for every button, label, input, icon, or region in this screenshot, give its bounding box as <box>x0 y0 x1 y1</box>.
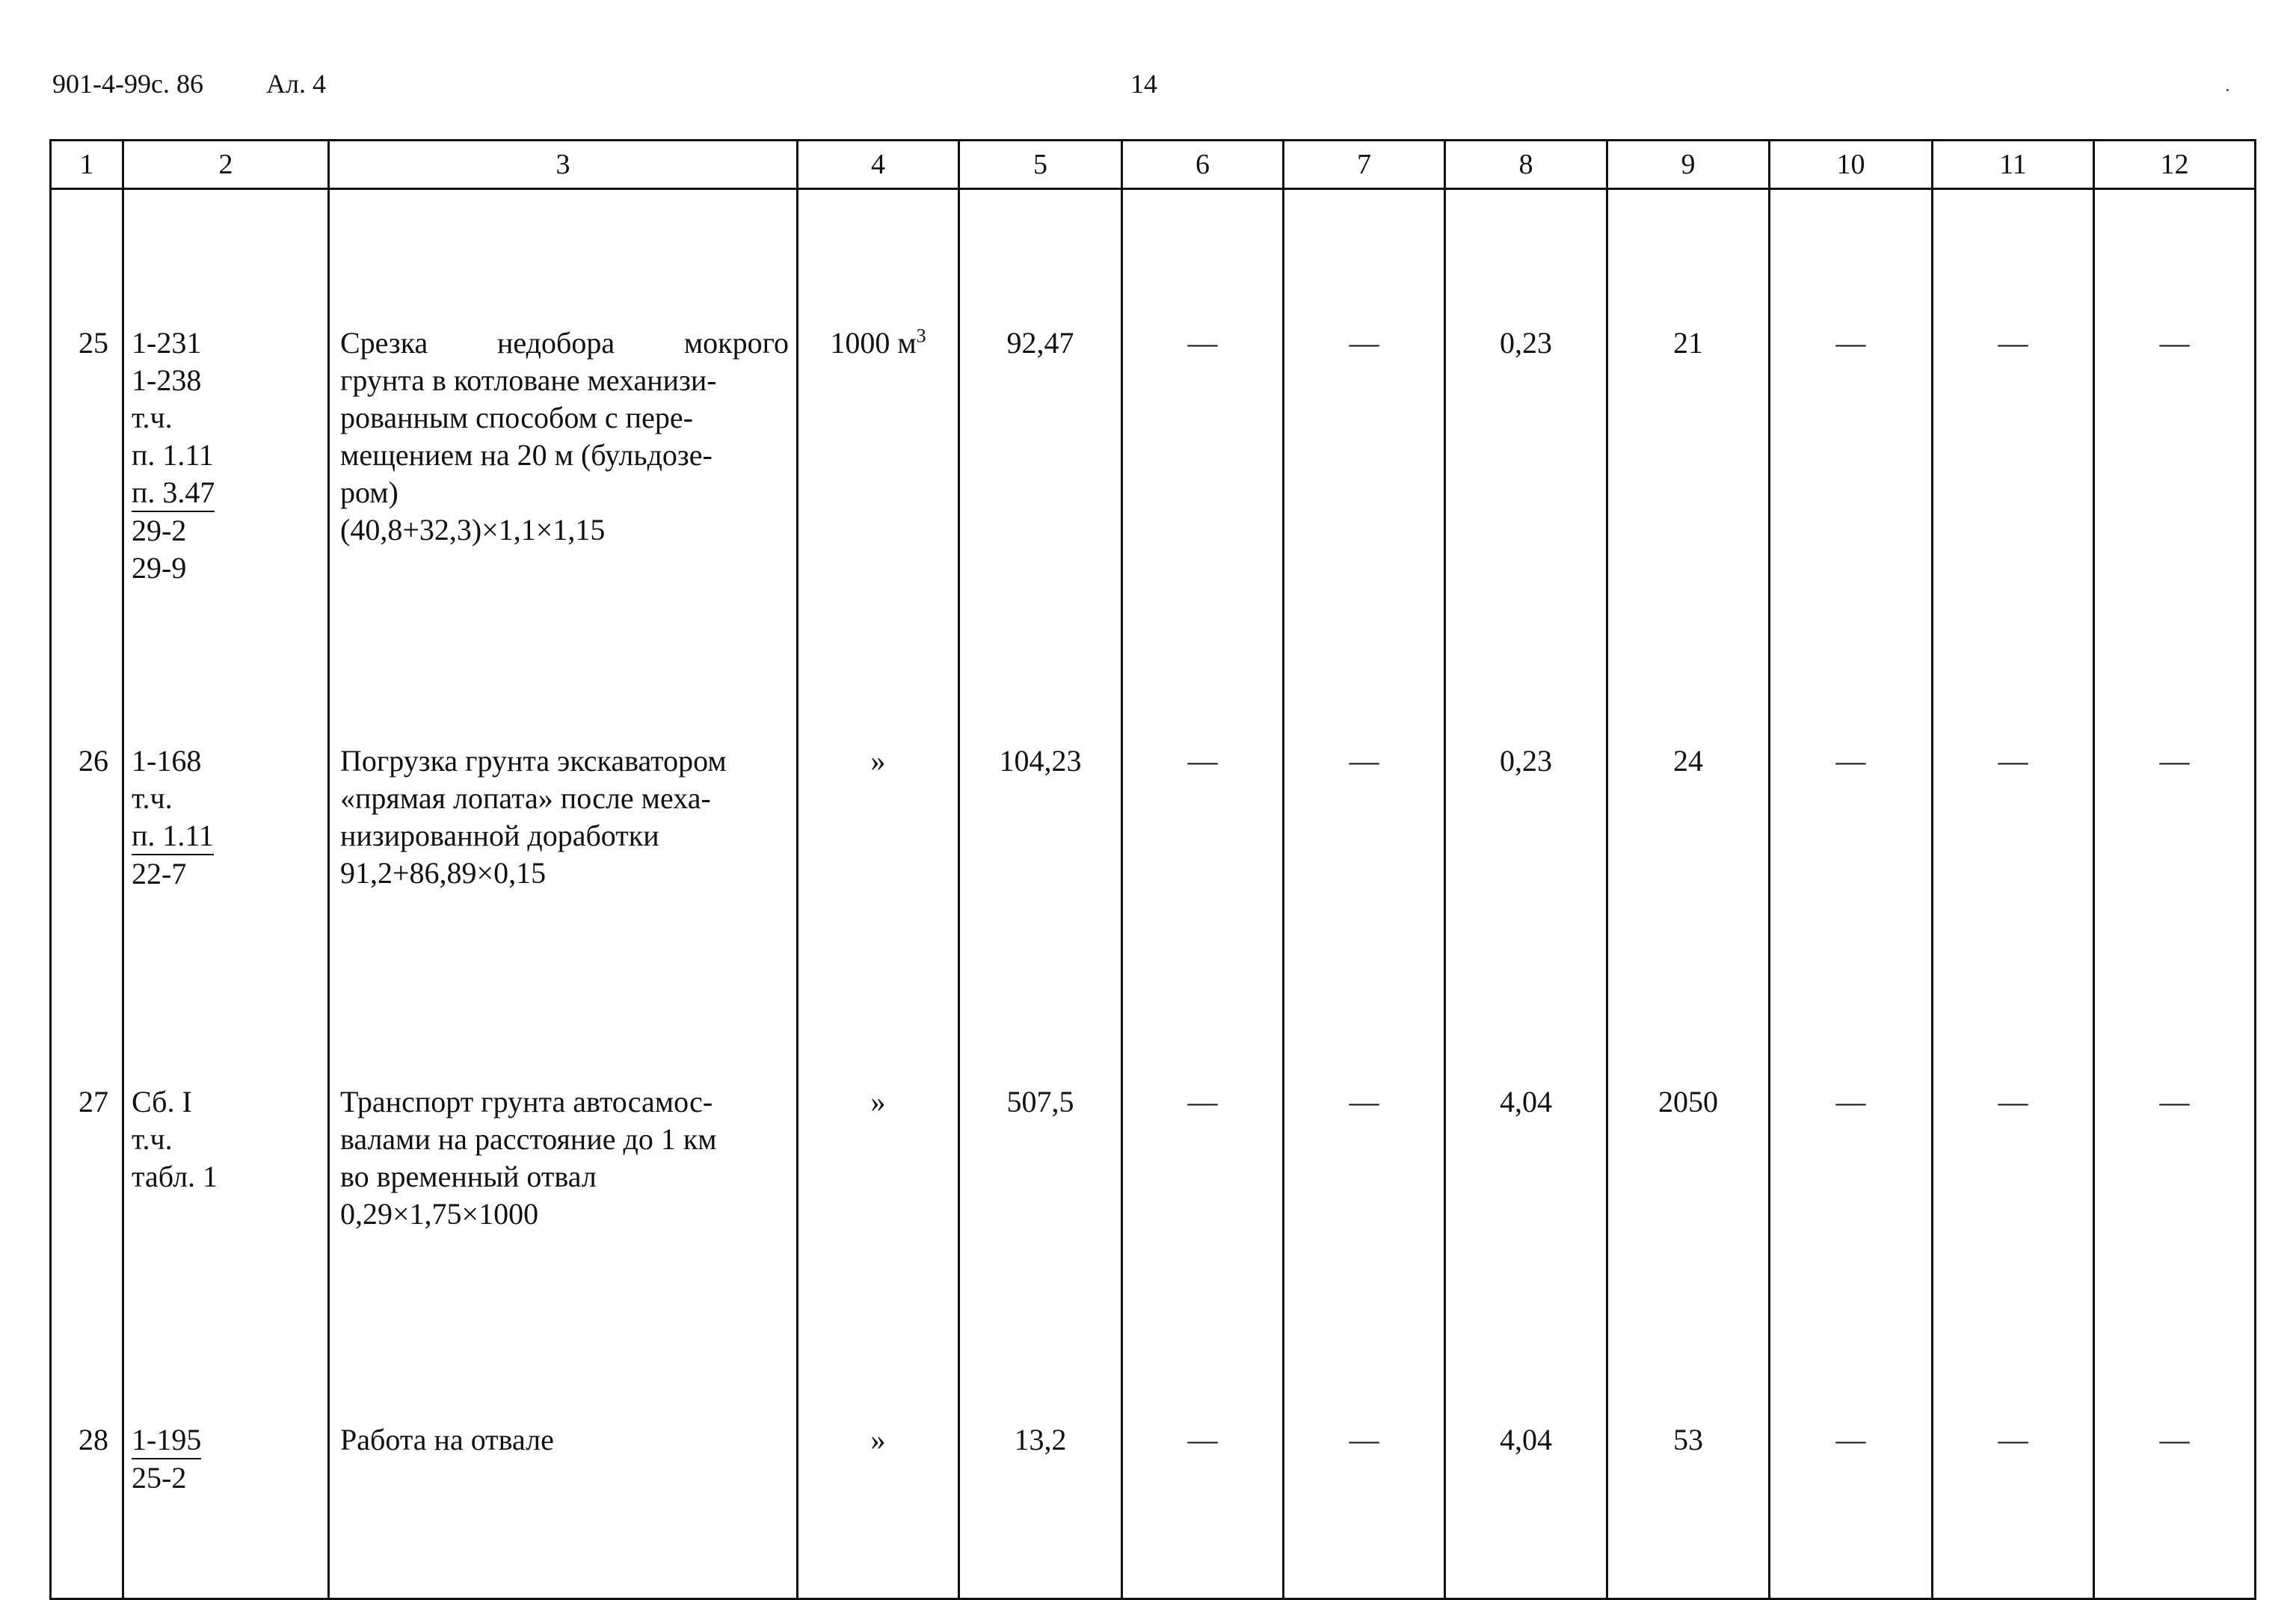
column-9-value: 21 <box>1607 189 1770 607</box>
description-line: Погрузка грунта экскаватором <box>340 744 727 778</box>
rate-code: табл. 1 <box>132 1160 218 1193</box>
column-8-value: 4,04 <box>1445 946 1607 1287</box>
description-formula: (40,8+32,3)×1,1×1,15 <box>340 513 606 547</box>
quantity: 13,2 <box>959 1287 1122 1599</box>
unit: » <box>798 1287 959 1599</box>
page-number: 14 <box>1130 69 1157 99</box>
rate-code-denominator: 25-2 <box>132 1461 187 1495</box>
table-row <box>51 606 2256 946</box>
row-number: 28 <box>51 1287 123 1599</box>
column-12-value: — <box>2094 946 2256 1287</box>
description-line: «прямая лопата» после меха- <box>340 781 711 815</box>
column-7-value: — <box>1284 946 1445 1287</box>
work-description <box>329 946 798 1287</box>
column-8-value: 4,04 <box>1445 1287 1607 1599</box>
column-header: 6 <box>1122 141 1284 189</box>
rate-code-denominator: 22-7 <box>132 857 187 890</box>
column-6-value: — <box>1122 189 1284 607</box>
column-9-value: 53 <box>1607 1287 1770 1599</box>
column-12-value: — <box>2094 606 2256 946</box>
column-10-value: — <box>1770 946 1933 1287</box>
work-description <box>329 1287 798 1599</box>
unit: » <box>798 606 959 946</box>
table-row <box>51 1287 2256 1599</box>
row-number: 25 <box>51 189 123 607</box>
column-header: 1 <box>51 141 123 189</box>
row-number: 27 <box>51 946 123 1287</box>
column-header: 3 <box>329 141 798 189</box>
description-line: Транспорт грунта автосамос- <box>340 1085 713 1119</box>
description-line: мещением на 20 м (бульдозе- <box>340 438 713 472</box>
description-line: рованным способом с пере- <box>340 401 693 434</box>
description-formula: 0,29×1,75×1000 <box>340 1197 539 1231</box>
table-row <box>51 946 2256 1287</box>
rate-code: п. 1.11 <box>132 438 214 472</box>
column-10-value: — <box>1770 1287 1933 1599</box>
quantity: 104,23 <box>959 606 1122 946</box>
column-6-value: — <box>1122 606 1284 946</box>
description-line: Срезка недобора мокрого <box>340 326 789 360</box>
column-10-value: — <box>1770 189 1933 607</box>
description-line: Работа на отвале <box>340 1423 554 1456</box>
rate-code: 1-238 <box>132 363 202 397</box>
description-line: низированной доработки <box>340 819 659 852</box>
rate-code: т.ч. <box>132 781 173 815</box>
column-7-value: — <box>1284 189 1445 607</box>
column-header: 8 <box>1445 141 1607 189</box>
column-8-value: 0,23 <box>1445 189 1607 607</box>
column-11-value: — <box>1933 946 2094 1287</box>
column-12-value: — <box>2094 189 2256 607</box>
rate-code: 1-168 <box>132 744 202 778</box>
rate-codes <box>123 946 329 1287</box>
rate-codes <box>123 606 329 946</box>
column-header: 10 <box>1770 141 1933 189</box>
work-description <box>329 189 798 607</box>
column-header: 2 <box>123 141 329 189</box>
scan-dot <box>2226 89 2229 91</box>
column-header: 12 <box>2094 141 2256 189</box>
column-11-value: — <box>1933 606 2094 946</box>
unit-exponent: 3 <box>916 324 926 347</box>
rate-code-numerator: п. 3.47 <box>132 475 215 512</box>
rate-code: т.ч. <box>132 1122 173 1156</box>
description-formula: 91,2+86,89×0,15 <box>340 856 547 890</box>
description-line: валами на расстояние до 1 км <box>340 1122 717 1156</box>
column-header: 4 <box>798 141 959 189</box>
column-6-value: — <box>1122 946 1284 1287</box>
column-9-value: 2050 <box>1607 946 1770 1287</box>
column-6-value: — <box>1122 1287 1284 1599</box>
document-code: 901-4-99с. 86 <box>52 69 203 99</box>
column-header: 11 <box>1933 141 2094 189</box>
sheet-label: Ал. 4 <box>266 69 326 99</box>
unit: » <box>798 946 959 1287</box>
rate-code-numerator: 1-195 <box>132 1422 201 1459</box>
unit-cell <box>798 189 959 607</box>
rate-codes <box>123 1287 329 1599</box>
work-description <box>329 606 798 946</box>
description-line: грунта в котловане механизи- <box>340 363 717 397</box>
rate-code: Сб. I <box>132 1085 192 1119</box>
column-9-value: 24 <box>1607 606 1770 946</box>
rate-code-denominator: 29-2 <box>132 514 187 547</box>
column-8-value: 0,23 <box>1445 606 1607 946</box>
column-10-value: — <box>1770 606 1933 946</box>
quantity: 507,5 <box>959 946 1122 1287</box>
column-12-value: — <box>2094 1287 2256 1599</box>
column-header: 9 <box>1607 141 1770 189</box>
column-11-value: — <box>1933 189 2094 607</box>
rate-code: т.ч. <box>132 401 173 434</box>
column-11-value: — <box>1933 1287 2094 1599</box>
quantity: 92,47 <box>959 189 1122 607</box>
column-7-value: — <box>1284 606 1445 946</box>
unit: 1000 м <box>830 326 917 360</box>
estimate-table <box>49 139 2256 1600</box>
column-header: 5 <box>959 141 1122 189</box>
row-number: 26 <box>51 606 123 946</box>
column-header: 7 <box>1284 141 1445 189</box>
table-row <box>51 189 2256 607</box>
column-7-value: — <box>1284 1287 1445 1599</box>
description-line: во временный отвал <box>340 1160 597 1193</box>
description-line: ром) <box>340 476 398 509</box>
rate-code: 29-9 <box>132 551 187 585</box>
rate-code-numerator: п. 1.11 <box>132 818 214 855</box>
rate-codes <box>123 189 329 607</box>
column-number-row <box>51 141 2256 189</box>
rate-code: 1-231 <box>132 326 202 360</box>
